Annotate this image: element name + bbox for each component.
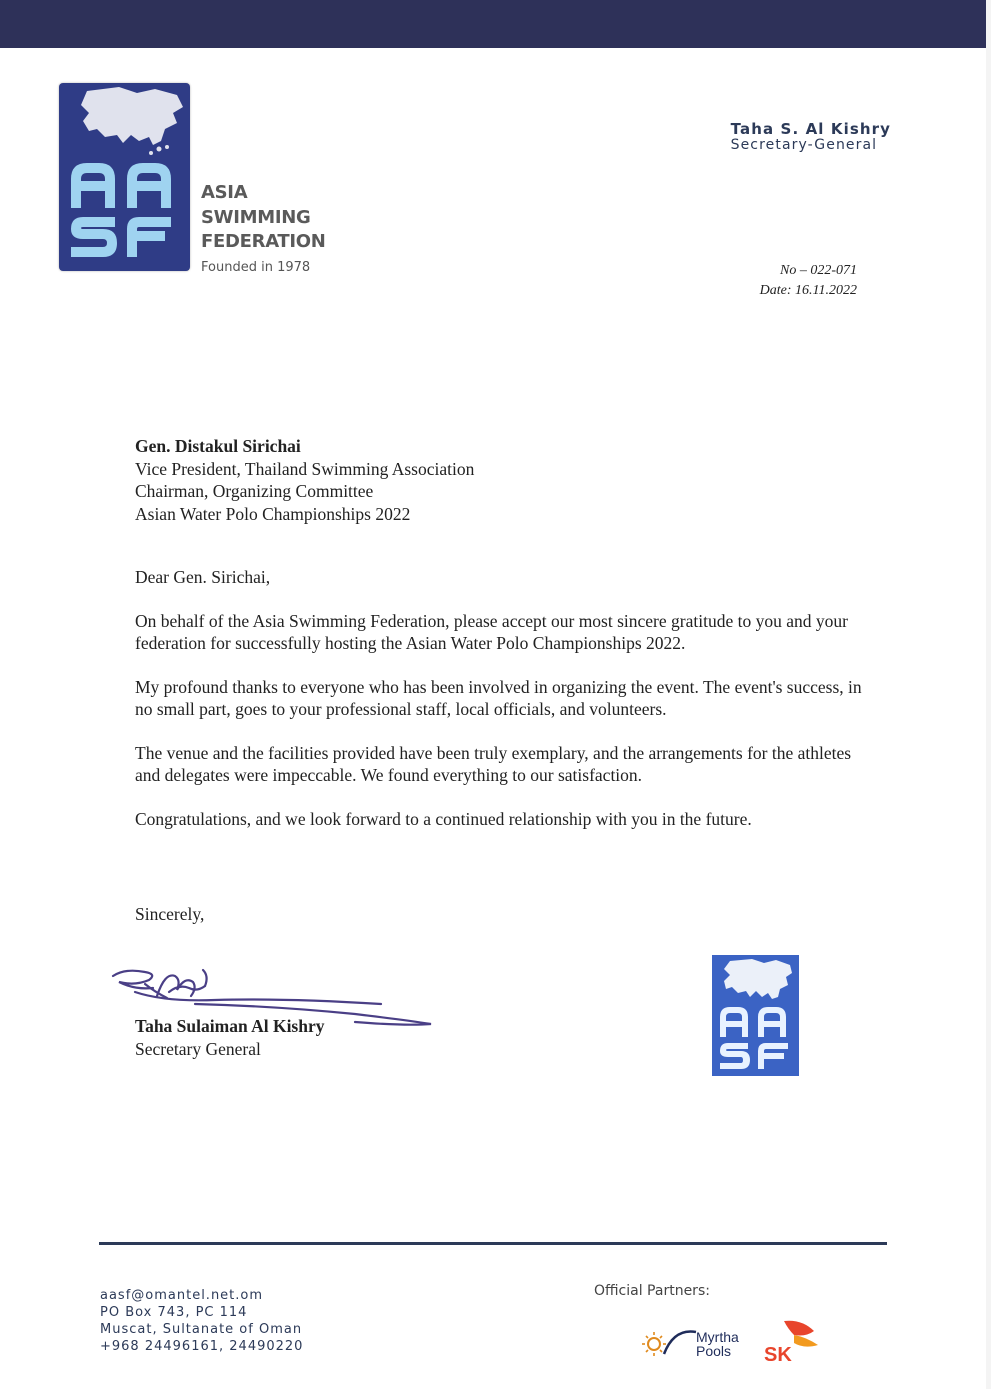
- reference-number: No – 022-071: [780, 263, 857, 278]
- contact-po-box: PO Box 743, PC 114: [100, 1305, 248, 1320]
- paragraph-1: On behalf of the Asia Swimming Federation, please accept our most sincere gratitude to you and your federation for successfully hosting the Asian Water Polo Championships 2022.: [135, 610, 848, 653]
- contact-block: [100, 1287, 303, 1355]
- contact-email[interactable]: aasf@omantel.net.om: [100, 1288, 264, 1303]
- salutation: Dear Gen. Sirichai,: [135, 567, 271, 587]
- org-name-line2: SWIMMING: [201, 206, 311, 228]
- sk-logo: [762, 1317, 824, 1365]
- founded-text: Founded in 1978: [201, 260, 311, 275]
- contact-city: Muscat, Sultanate of Oman: [100, 1322, 303, 1337]
- sender-name: Taha S. Al Kishry: [730, 120, 891, 138]
- paragraph-4: Congratulations, and we look forward to a continued relationship with you in the future.: [135, 808, 752, 829]
- aasf-logo-icon: [59, 83, 190, 271]
- letter-body: [135, 566, 865, 851]
- footer-divider: [99, 1242, 887, 1245]
- recipient-block: [135, 435, 474, 525]
- header-band: [0, 0, 986, 48]
- page-edge: [986, 0, 991, 1389]
- sender-block: [731, 120, 891, 153]
- myrtha-pools-logo: [640, 1322, 750, 1362]
- recipient-line2: Chairman, Organizing Committee: [135, 481, 374, 501]
- partner1-line2: Pools: [696, 1343, 732, 1359]
- org-name: [201, 181, 326, 255]
- reference-date: Date: 16.11.2022: [759, 283, 857, 298]
- reference-block: [760, 261, 857, 301]
- recipient-line3: Asian Water Polo Championships 2022: [135, 503, 411, 524]
- aasf-stamp-icon: [712, 955, 799, 1076]
- org-name-line3: FEDERATION: [201, 231, 326, 252]
- recipient-name: Gen. Distakul Sirichai: [135, 436, 301, 456]
- contact-phone: +968 24496161, 24490220: [100, 1339, 304, 1354]
- paragraph-2: My profound thanks to everyone who has been involved in organizing the event. The event's success, in no small part, goes to your professional staff, local officials, and volunteers.: [135, 676, 862, 719]
- partner2-name: SK: [764, 1344, 792, 1365]
- signatory-title: Secretary General: [135, 1038, 261, 1059]
- paragraph-3: The venue and the facilities provided have been truly exemplary, and the arrangements for the athletes and delegates were impeccable. We found everything to our satisfaction.: [135, 742, 852, 785]
- sender-role: Secretary-General: [730, 137, 878, 153]
- signatory-name: Taha Sulaiman Al Kishry: [135, 1016, 325, 1036]
- partners-label: Official Partners:: [594, 1283, 710, 1299]
- closing: Sincerely,: [135, 904, 205, 924]
- recipient-line1: Vice President, Thailand Swimming Association: [135, 458, 475, 479]
- signatory-block: [135, 1015, 325, 1060]
- myrtha-sun-icon: [642, 1332, 666, 1356]
- sk-butterfly-icon: [784, 1321, 818, 1347]
- org-name-line1: ASIA: [201, 182, 248, 203]
- partner1-line1: Myrtha: [696, 1329, 739, 1345]
